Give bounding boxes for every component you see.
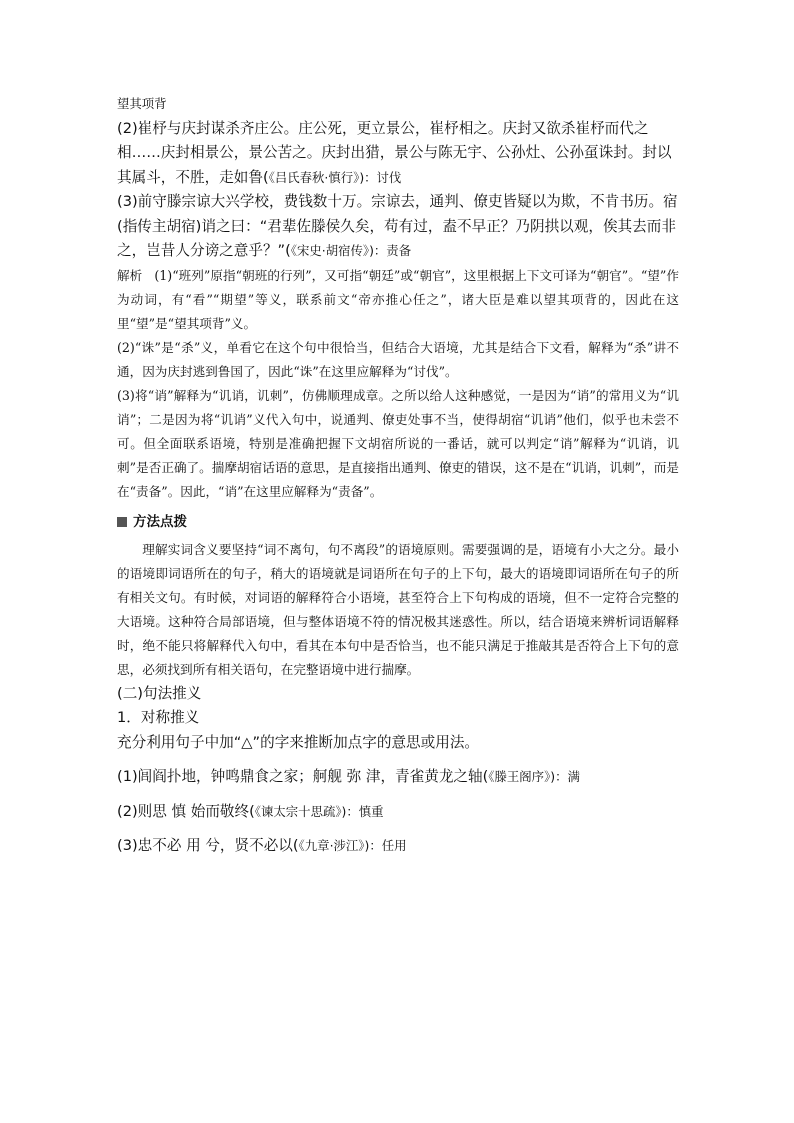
item-3 <box>117 190 679 264</box>
section-subtitle: 1．对称推义 <box>117 709 200 726</box>
item-2-source: 《吕氏春秋·慎行》 <box>268 169 360 185</box>
method-heading <box>117 510 679 534</box>
item-2-answer: )：讨伐 <box>359 169 402 185</box>
section-title: (二)句法推义 <box>117 684 202 702</box>
example-3-answer: )：任用 <box>364 838 407 853</box>
item-2-text: (2)崔杼与庆封谋杀齐庄公。庄公死，更立景公，崔杼相之。庆封又欲杀崔杼而代之相……庆封相景公，景公苦之。庆封出猎，景公与陈无宇、公孙灶、公孙虿诛封。封以其属斗，不胜，走如鲁( <box>117 119 672 186</box>
method-body: 理解实词含义要坚持“词不离句，句不离段”的语境原则。需要强调的是，语境有小大之分。最小的语境即词语所在的句子，稍大的语境就是词语所在句子的上下句，最大的语境即词语所在句子的所有相关文句。有时候，对词语的解释符合小语境，甚至符合上下句构成的语境，但不一定符合完整的大语境。这种符合局部语境，但与整体语境不符的情况极其迷惑性。所以，结合语境来辨析词语解释时，绝不能只将解释代入句中，看其在本句中是否恰当，也不能只满足于推敲其是否符合上下句的意思，必须找到所有相关语句，在完整语境中进行揣摩。 <box>117 541 679 677</box>
example-1-source: 《滕王阁序》 <box>488 769 551 784</box>
example-2 <box>117 800 679 825</box>
document-page <box>117 92 679 859</box>
item-3-answer: )：责备 <box>369 243 412 258</box>
explanation-label: 解析 <box>117 267 143 283</box>
example-3-source: 《九章·涉江》 <box>298 838 365 853</box>
example-2-text: (2)则思 慎 始而敬终( <box>117 802 255 820</box>
explanation-p1-text: (1)“班列”原指“朝班的行列”，又可指“朝廷”或“朝官”，这里根据上下文可译为“朝官”。“望”作为动词，有“看”“期望”等义，联系前文“帝亦推心任之”，诸大臣是难以望其项背的，因此在这里“望”是“望其项背”义。 <box>117 267 679 331</box>
item-2 <box>117 117 679 191</box>
example-3 <box>117 834 679 859</box>
top-fragment: 望其项背 <box>117 96 167 111</box>
explanation-p2: (2)“诛”是“杀”义，单看它在这个句中很恰当，但结合大语境，尤其是结合下文看，解释为“杀”讲不通，因为庆封逃到鲁国了，因此“诛”在这里应解释为“讨伐”。 <box>117 339 679 379</box>
explanation-p3: (3)将“诮”解释为“讥诮，讥刺”，仿佛顺理成章。之所以给人这种感觉，一是因为“诮”的常用义为“讥诮”；二是因为将“讥诮”义代入句中，说通判、僚吏处事不当，使得胡宿“讥诮”他们，似乎也未尝不可。但全面联系语境，特别是准确把握下文胡宿所说的一番话，就可以判定“诮”解释为“讥诮，讥刺”是否正确了。揣摩胡宿话语的意思，是直接指出通判、僚吏的错误，这不是在“讥诮，讥刺”，而是在“责备”。因此，“诮”在这里应解释为“责备”。 <box>117 387 679 499</box>
example-2-answer: )：慎重 <box>341 803 384 819</box>
item-3-source: 《宋史·胡宿传》 <box>290 243 370 258</box>
example-3-text: (3)忠不必 用 兮，贤不必以( <box>117 837 299 854</box>
example-2-source: 《谏太宗十思疏》 <box>254 803 342 819</box>
example-1-answer: )：满 <box>550 769 580 784</box>
item-3-text: (3)前守滕宗谅大兴学校，费钱数十万。宗谅去，通判、僚吏皆疑以为欺，不肯书历。宿(指传主胡宿)诮之曰：“君辈佐滕侯久矣，苟有过，盍不早正？乃阴拱以观，俟其去而非之，岂昔人分谤之意乎？”( <box>117 193 678 259</box>
example-1 <box>117 765 679 790</box>
square-bullet-icon <box>117 517 127 527</box>
method-heading-label: 方法点拨 <box>133 513 187 530</box>
example-1-text: (1)闾阎扑地，钟鸣鼎食之家；舸舰 弥 津，青雀黄龙之轴( <box>117 768 489 785</box>
explanation-p1 <box>117 264 679 336</box>
section-desc: 充分利用句子中加“△”的字来推断加点字的意思或用法。 <box>117 733 480 751</box>
